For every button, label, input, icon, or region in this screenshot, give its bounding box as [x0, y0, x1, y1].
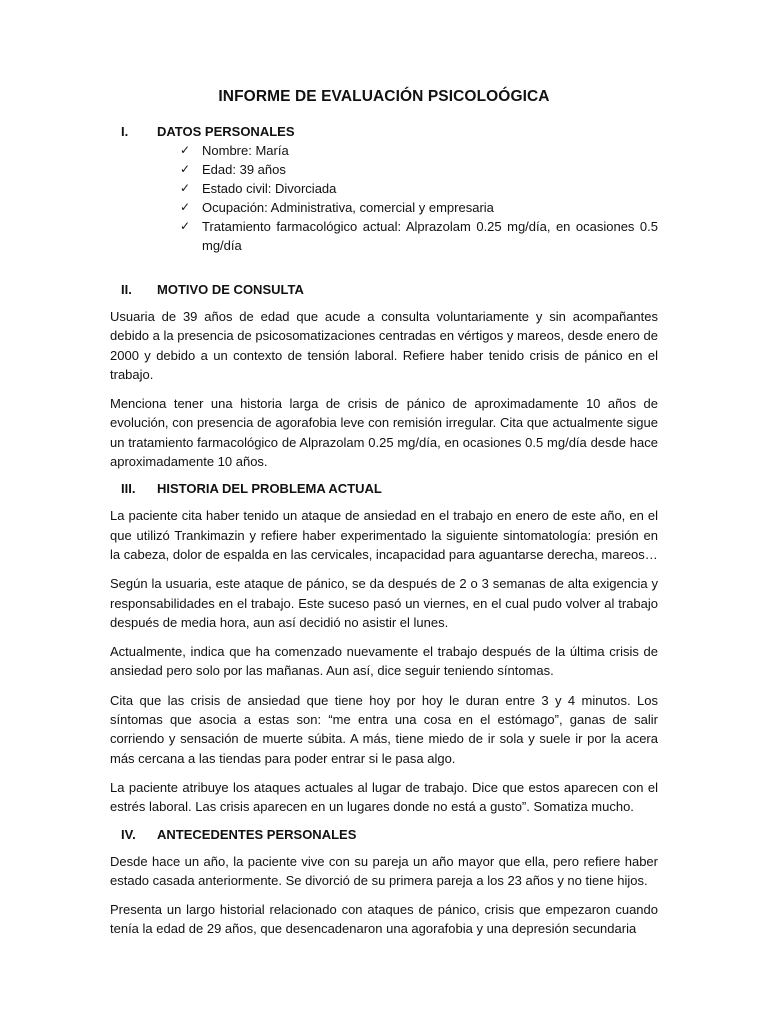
check-icon: ✓ — [180, 181, 191, 195]
paragraph: Actualmente, indica que ha comenzado nuevamente el trabajo después de la última crisis de ansiedad pero solo por las mañanas. Aun así, dice seguir teniendo síntomas. — [110, 644, 658, 679]
list-item: ✓ Estado civil: Divorciada — [180, 181, 337, 196]
paragraph: Desde hace un año, la paciente vive con su pareja un año mayor que ella, pero refiere haber estado casada anteriormente. Se divorció de su primera pareja a los 23 años y no tiene hijos. — [110, 853, 658, 888]
section-number: II. — [121, 282, 132, 297]
section-number: I. — [121, 124, 129, 139]
check-icon: ✓ — [180, 219, 191, 233]
section-title: ANTECEDENTES PERSONALES — [157, 826, 357, 842]
section-number: IV. — [121, 826, 136, 842]
list-item: ✓ Nombre: María — [180, 143, 289, 158]
list-item: ✓ Edad: 39 años — [180, 162, 286, 177]
list-item: ✓ Ocupación: Administrativa, comercial y empresaria — [180, 200, 494, 215]
paragraph: Según la usuaria, este ataque de pánico, se da después de 2 o 3 semanas de alta exigencia y responsabilidades en el trabajo. Este suceso pasó un viernes, en el cual pudo volver al trabajo después de media hora, aun así decidió no asistir el lunes. — [110, 576, 658, 630]
list-item: ✓ Tratamiento farmacológico actual: Alprazolam 0.25 mg/día, en ocasiones 0.5 mg/día — [180, 219, 658, 253]
check-icon: ✓ — [180, 200, 191, 214]
section-heading-antecedentes — [110, 827, 658, 842]
section-title: HISTORIA DEL PROBLEMA ACTUAL — [157, 481, 382, 497]
paragraph: Usuaria de 39 años de edad que acude a consulta voluntariamente y sin acompañantes debido a la presencia de psicosomatizaciones centradas en vértigos y mareos, desde enero de 2000 y debido a un contexto de tensión laboral. Refiere haber tenido crisis de pánico en el trabajo. — [110, 309, 658, 382]
check-icon: ✓ — [180, 143, 191, 157]
paragraph: La paciente atribuye los ataques actuales al lugar de trabajo. Dice que estos aparecen con el estrés laboral. Las crisis aparecen en un lugares donde no está a gusto”. Somatiza mucho. — [110, 779, 658, 815]
paragraph: Cita que las crisis de ansiedad que tiene hoy por hoy le duran entre 3 y 4 minutos. Los síntomas que asocia a estas son: “me entra una cosa en el estómago”, ganas de salir corriendo y sensación de muerte súbita. A más, tiene miedo de ir sola y suele ir por la acera más cercana a las tiendas para poder entrar si le pasa algo. — [110, 692, 658, 766]
section-number: III. — [121, 481, 136, 497]
paragraph: Menciona tener una historia larga de crisis de pánico de aproximadamente 10 años de evolución, con presencia de agorafobia leve con remisión irregular. Cita que actualmente sigue un tratamiento farmacológico de Alprazolam 0.25 mg/día, en ocasiones 0.5 mg/día desde hace aproximadamente 10 años. — [110, 396, 658, 470]
paragraph: Presenta un largo historial relacionado con ataques de pánico, crisis que empezaron cuando tenía la edad de 29 años, que desencadenaron una agorafobia y una depresión secundaria — [110, 902, 658, 937]
section-title: DATOS PERSONALES — [157, 124, 295, 139]
section-heading-motivo-consulta — [110, 282, 658, 297]
section-heading-historia-problema — [110, 481, 658, 496]
section-heading-datos-personales — [110, 124, 658, 139]
check-icon: ✓ — [180, 162, 191, 176]
paragraph: La paciente cita haber tenido un ataque de ansiedad en el trabajo en enero de este año, en el que utilizó Trankimazin y refiere haber experimentado la siguiente sintomatología: presión en la cabeza, dolor de espalda en las cervicales, incapacidad para aguantarse derecha, mareos… — [110, 508, 658, 562]
personal-data-list — [110, 141, 658, 255]
document-title: INFORME DE EVALUACIÓN PSICOLOÓGICA — [218, 88, 550, 105]
section-title: MOTIVO DE CONSULTA — [157, 282, 304, 297]
